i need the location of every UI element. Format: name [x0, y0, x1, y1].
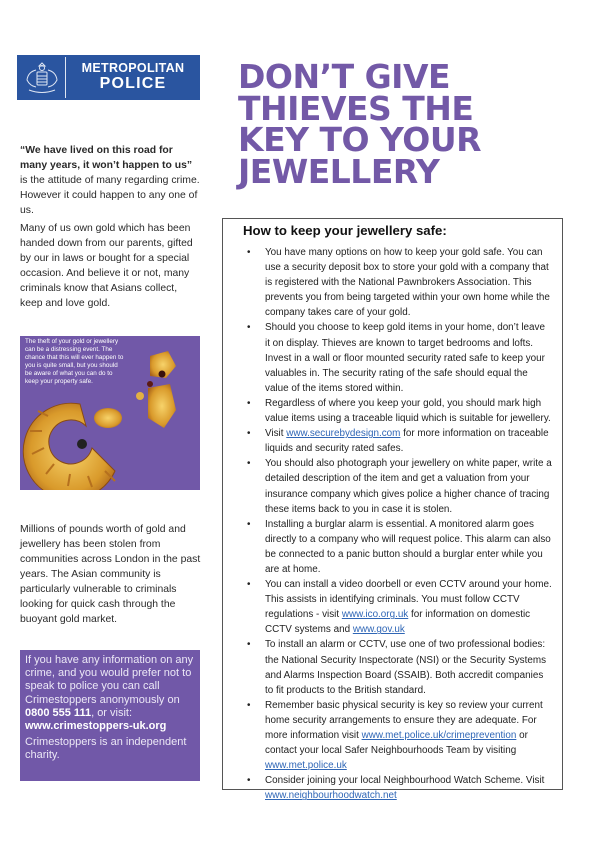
crimestoppers-phone: 0800 555 111 — [25, 706, 92, 719]
tips-title: How to keep your jewellery safe: — [243, 223, 447, 238]
crimeprevention-link[interactable]: www.met.police.uk/crimeprevention — [361, 730, 517, 741]
tip-text: Regardless of where you keep your gold, you should mark high value items using a traceable liquid which is suitable for jewellery. — [265, 397, 551, 425]
bullet-icon: • — [247, 322, 251, 334]
headline-line: JEWELLERY — [238, 151, 440, 191]
bullet-icon: • — [247, 518, 251, 530]
list-item — [243, 773, 552, 803]
list-item — [243, 456, 552, 516]
bullet-icon: • — [247, 428, 251, 440]
tip-text: You have many options on how to keep your gold safe. You can use a security deposit box to store your gold with a company that is registered with the National Pawnbrokers Association. This prevents you from being targeted within your own home while the company takes care of your gold. — [265, 247, 550, 319]
headline-line: THIEVES THE — [238, 88, 474, 128]
metropolitan-police-logo — [17, 55, 200, 100]
crimestoppers-url: www.crimestoppers-uk.org — [25, 720, 167, 733]
bullet-icon: • — [247, 775, 251, 787]
bullet-icon: • — [247, 639, 251, 651]
jewellery-image — [20, 336, 200, 490]
intro-quote: “We have lived on this road for many years, it won’t happen to us” — [20, 145, 193, 171]
headline-line: DON’T GIVE — [238, 57, 451, 96]
gold-paragraph-text: Many of us own gold which has been handed down from our parents, gifted by our in laws or bought for a special occasion. And believe it or not, many criminals know that Asians collect, keep and love gold. — [20, 223, 193, 309]
bullet-icon: • — [247, 247, 251, 258]
met-police-link[interactable]: www.met.police.uk — [265, 760, 347, 772]
crimestoppers-box — [20, 650, 200, 781]
list-item — [243, 698, 552, 773]
tip-text: Installing a burglar alarm is essential. A monitored alarm goes directly to a company who will request police. This alarm can also be connected to a panic button should a burglar enter while you are at home. — [265, 518, 551, 575]
list-item — [243, 426, 552, 456]
list-item — [243, 396, 552, 426]
neighbourhoodwatch-link[interactable]: www.neighbourhoodwatch.net — [265, 790, 397, 802]
millions-paragraph — [20, 522, 202, 627]
tip-text: Remember basic physical security is key so review your current home security arrangements to ensure they are adequate. For more information visit — [265, 699, 543, 741]
intro-paragraph — [20, 143, 202, 218]
tip-text: or contact your local Safer Neighbourhoods Team by visiting — [265, 730, 528, 757]
bullet-icon: • — [247, 458, 251, 470]
list-item — [243, 245, 552, 320]
logo-line-1: METROPOLITAN — [81, 61, 185, 76]
tip-text: Consider joining your local Neighbourhood Watch Scheme. Visit — [265, 775, 545, 787]
logo-text — [66, 61, 200, 94]
list-item — [243, 637, 552, 697]
tip-text: for information on domestic CCTV systems and — [265, 609, 531, 636]
list-item — [243, 577, 552, 637]
ico-link[interactable]: www.ico.org.uk — [341, 609, 409, 621]
list-item — [243, 517, 552, 577]
crimestoppers-text: If you have any information on any crime, and you would prefer not to speak to police you can call Crimestoppers anonymously on — [25, 654, 194, 706]
crest-icon — [19, 57, 66, 98]
tips-list — [243, 245, 552, 803]
gov-link[interactable]: www.gov.uk — [352, 624, 405, 636]
tip-text: Should you choose to keep gold items in your home, don’t leave it on display. Thieves are known to target bedrooms and lofts. Invest in a wall or floor mounted security rated safe to keep your valuables in. The security rating of the safe should equal the value of the items stored within. — [265, 322, 545, 394]
millions-paragraph-text: Millions of pounds worth of gold and jewellery has been stolen from communities across London in the past years. The Asian community is particularly vulnerable to criminals looking for quick cash through the buoyant gold market. — [20, 524, 201, 625]
headline — [238, 57, 482, 191]
headline-line: KEY TO YOUR — [238, 120, 482, 159]
bullet-icon: • — [247, 397, 251, 409]
tip-text: for more information on traceable liquids and security rated safes. — [265, 428, 549, 455]
tip-text: You can install a video doorbell or even CCTV around your home. This assists in identifying criminals. You must follow CCTV regulations - visit — [265, 579, 552, 621]
tip-text: To install an alarm or CCTV, use one of two professional bodies: the National Security Inspectorate (NSI) or the Security Systems and Alarms Inspection Board (SSAIB). Both accredit companies to fit products to the British standard. — [265, 639, 547, 696]
gold-paragraph — [20, 221, 202, 311]
securebydesign-link[interactable]: www.securebydesign.com — [286, 428, 401, 440]
bullet-icon: • — [247, 579, 251, 591]
list-item — [243, 320, 552, 395]
intro-rest: is the attitude of many regarding crime. However it could happen to any one of us. — [20, 175, 200, 216]
tip-text: You should also photograph your jewellery on white paper, write a detailed description of the item and get a valuation from your insurance company which gives police a higher chance of tracing these items back to you in case it is stolen. — [265, 458, 552, 515]
logo-line-2: POLICE — [99, 75, 167, 93]
tip-text: Visit — [265, 428, 287, 440]
crimestoppers-note: Crimestoppers is an independent charity. — [25, 736, 187, 762]
bullet-icon: • — [247, 699, 251, 711]
image-caption: The theft of your gold or jewellery can be a distressing event. The chance that this will ever happen to you is quite small, but you should be aware of what you can do to keep your property safe. — [25, 338, 124, 385]
tips-box — [222, 218, 563, 802]
crimestoppers-text-2: , or visit: — [91, 706, 133, 719]
